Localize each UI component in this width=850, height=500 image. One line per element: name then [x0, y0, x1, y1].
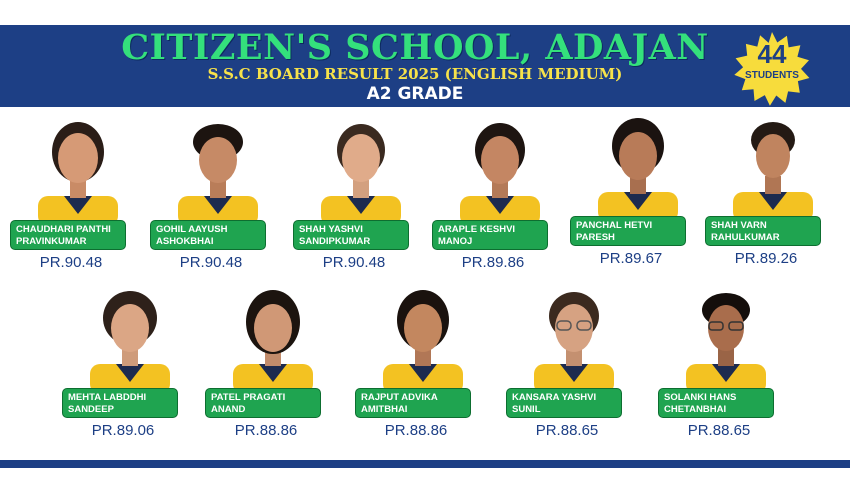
student-name-box: [62, 388, 178, 418]
student-name-box: [293, 220, 409, 250]
student-name-line2: ASHOKBHAI: [156, 236, 214, 247]
student-card: [355, 286, 491, 456]
student-card: [293, 118, 429, 288]
student-name-box: [658, 388, 774, 418]
student-card: [658, 286, 794, 456]
student-name-box: [570, 216, 686, 246]
student-portrait-icon: [676, 286, 776, 392]
student-name-box: [205, 388, 321, 418]
student-score: PR.88.65: [535, 422, 599, 439]
student-card: [62, 286, 198, 456]
student-score: PR.89.06: [91, 422, 155, 439]
student-name-line1: KANSARA YASHVI: [512, 392, 597, 403]
student-name-line1: ARAPLE KESHVI: [438, 224, 516, 235]
student-portrait-icon: [524, 286, 624, 392]
student-name-line2: SANDEEP: [68, 404, 114, 415]
student-score: PR.89.86: [461, 254, 525, 271]
student-score: PR.90.48: [322, 254, 386, 271]
student-name-line1: CHAUDHARI PANTHI: [16, 224, 111, 235]
student-count-badge: [731, 28, 813, 110]
student-portrait-icon: [311, 118, 411, 224]
student-portrait-icon: [588, 114, 688, 220]
student-portrait-icon: [450, 118, 550, 224]
student-name-line2: PARESH: [576, 232, 615, 243]
student-score: PR.88.65: [687, 422, 751, 439]
student-name-box: [10, 220, 126, 250]
student-name-line1: SHAH VARN: [711, 220, 767, 231]
student-photo: [168, 118, 268, 224]
student-name-line1: SOLANKI HANS: [664, 392, 737, 403]
student-name-line1: GOHIL AAYUSH: [156, 224, 228, 235]
student-score: PR.88.86: [384, 422, 448, 439]
student-photo: [28, 118, 128, 224]
student-name-line2: CHETANBHAI: [664, 404, 727, 415]
student-portrait-icon: [373, 286, 473, 392]
student-portrait-icon: [28, 118, 128, 224]
student-name-box: [705, 216, 821, 246]
student-photo: [723, 114, 823, 220]
student-name-line2: SANDIPKUMAR: [299, 236, 371, 247]
student-card: [506, 286, 642, 456]
student-name-line1: RAJPUT ADVIKA: [361, 392, 438, 403]
student-photo: [80, 286, 180, 392]
top-margin: [0, 0, 850, 25]
student-name-box: [506, 388, 622, 418]
grade-heading: A2 GRADE: [366, 84, 464, 104]
student-name-box: [432, 220, 548, 250]
student-portrait-icon: [80, 286, 180, 392]
student-card: [570, 114, 706, 284]
student-photo: [311, 118, 411, 224]
student-photo: [373, 286, 473, 392]
student-score: PR.90.48: [179, 254, 243, 271]
student-name-line2: MANOJ: [438, 236, 473, 247]
student-portrait-icon: [168, 118, 268, 224]
student-name-line2: AMITBHAI: [361, 404, 408, 415]
student-score: PR.89.67: [599, 250, 663, 267]
student-photo: [676, 286, 776, 392]
student-name-box: [150, 220, 266, 250]
student-card: [705, 114, 841, 284]
result-subtitle: S.S.C BOARD RESULT 2025 (ENGLISH MEDIUM): [207, 65, 623, 83]
student-name-line1: MEHTA LABDDHI: [68, 392, 147, 403]
student-name-line2: RAHULKUMAR: [711, 232, 780, 243]
student-score: PR.90.48: [39, 254, 103, 271]
footer-bar: [0, 460, 850, 468]
student-card: [205, 286, 341, 456]
student-photo: [223, 286, 323, 392]
student-count-label: STUDENTS: [745, 70, 799, 81]
student-photo: [588, 114, 688, 220]
student-score: PR.88.86: [234, 422, 298, 439]
student-name-line1: PATEL PRAGATI: [211, 392, 286, 403]
student-name-line1: PANCHAL HETVI: [576, 220, 653, 231]
student-name-box: [355, 388, 471, 418]
student-score: PR.89.26: [734, 250, 798, 267]
student-name-line2: SUNIL: [512, 404, 541, 415]
student-card: [10, 118, 146, 288]
student-name-line1: SHAH YASHVI: [299, 224, 363, 235]
student-count: 44: [757, 39, 787, 69]
student-photo: [450, 118, 550, 224]
school-name: CITIZEN'S SCHOOL, ADAJAN: [121, 27, 709, 68]
student-portrait-icon: [223, 286, 323, 392]
student-portrait-icon: [723, 114, 823, 220]
student-photo: [524, 286, 624, 392]
student-card: [150, 118, 286, 288]
student-name-line2: PRAVINKUMAR: [16, 236, 87, 247]
student-card: [432, 118, 568, 288]
student-name-line2: ANAND: [211, 404, 246, 415]
